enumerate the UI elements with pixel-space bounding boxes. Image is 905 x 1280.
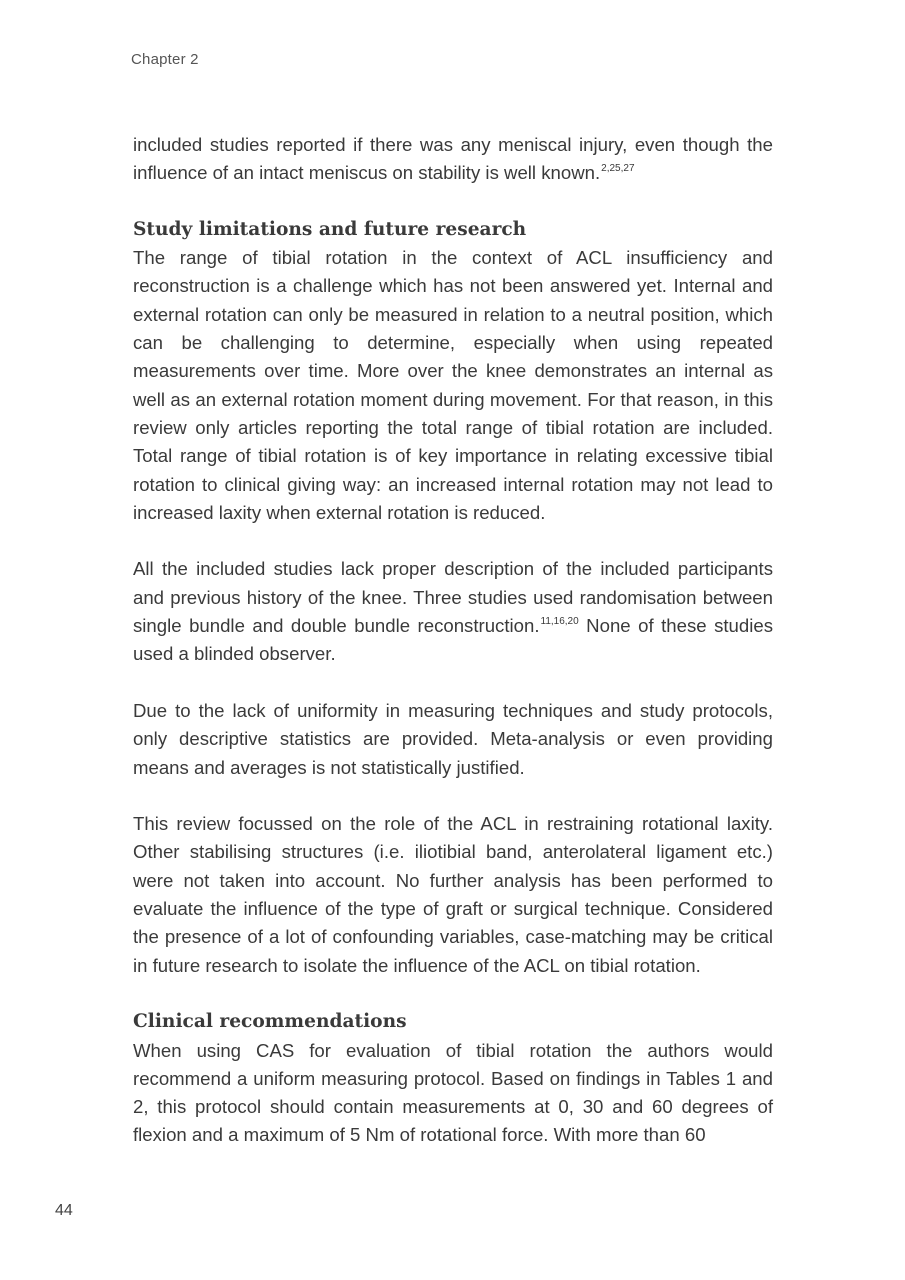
citation-superscript: 2,25,27: [601, 163, 635, 175]
paragraph-included-studies-text: All the included studies lack proper description of the included participants and previous history of the knee. Three studies used randomisation between single bundle and double bundle reconstruction.: [133, 558, 773, 637]
section-heading-limitations: Study limitations and future research: [133, 218, 527, 240]
page-number: 44: [55, 1202, 73, 1219]
paragraph-tibial-rotation: The range of tibial rotation in the context of ACL insufficiency and reconstruction is a challenge which has not been answered yet. Internal and external rotation can only be measured in relation to a neutral position, which can be challenging to determine, especially when using repeated measurements over time. More over the knee demonstrates an internal as well as an external rotation moment during movement. For that reason, in this review only articles reporting the total range of tibial rotation are included. Total range of tibial rotation is of key importance in relating excessive tibial rotation to clinical giving way: an increased internal rotation may not lead to increased laxity when external rotation is reduced.: [133, 247, 773, 523]
citation-superscript: 11,16,20: [540, 616, 579, 628]
paragraph-included-studies: [133, 555, 773, 668]
paragraph-descriptive-statistics: Due to the lack of uniformity in measuring techniques and study protocols, only descriptive statistics are provided. Meta-analysis or even providing means and averages is not statistically justified.: [133, 699, 773, 778]
paragraph-review-focus: This review focussed on the role of the ACL in restraining rotational laxity. Other stabilising structures (i.e. iliotibial band, anterolateral ligament etc.) were not taken into account. No further analysis has been performed to evaluate the influence of the type of graft or surgical technique. Considered the presence of a lot of confounding variables, case-matching may be critical in future research to isolate the influence of the ACL on tibial rotation.: [133, 813, 773, 976]
paragraph-intro: [133, 131, 773, 188]
page-body: [133, 131, 773, 1150]
section-heading-clinical: Clinical recommendations: [133, 1011, 407, 1033]
paragraph-included-studies-tail: None of these studies used a blinded observer.: [133, 615, 773, 665]
running-head: Chapter 2: [131, 51, 199, 68]
paragraph-intro-text: included studies reported if there was any meniscal injury, even though the influence of an intact meniscus on stability is well known.: [133, 134, 773, 184]
paragraph-clinical-recommendations: When using CAS for evaluation of tibial rotation the authors would recommend a uniform measuring protocol. Based on findings in Tables 1 and 2, this protocol should contain measurements at 0, 30 and 60 degrees of flexion and a maximum of 5 Nm of rotational force. With more than 60: [133, 1039, 773, 1146]
